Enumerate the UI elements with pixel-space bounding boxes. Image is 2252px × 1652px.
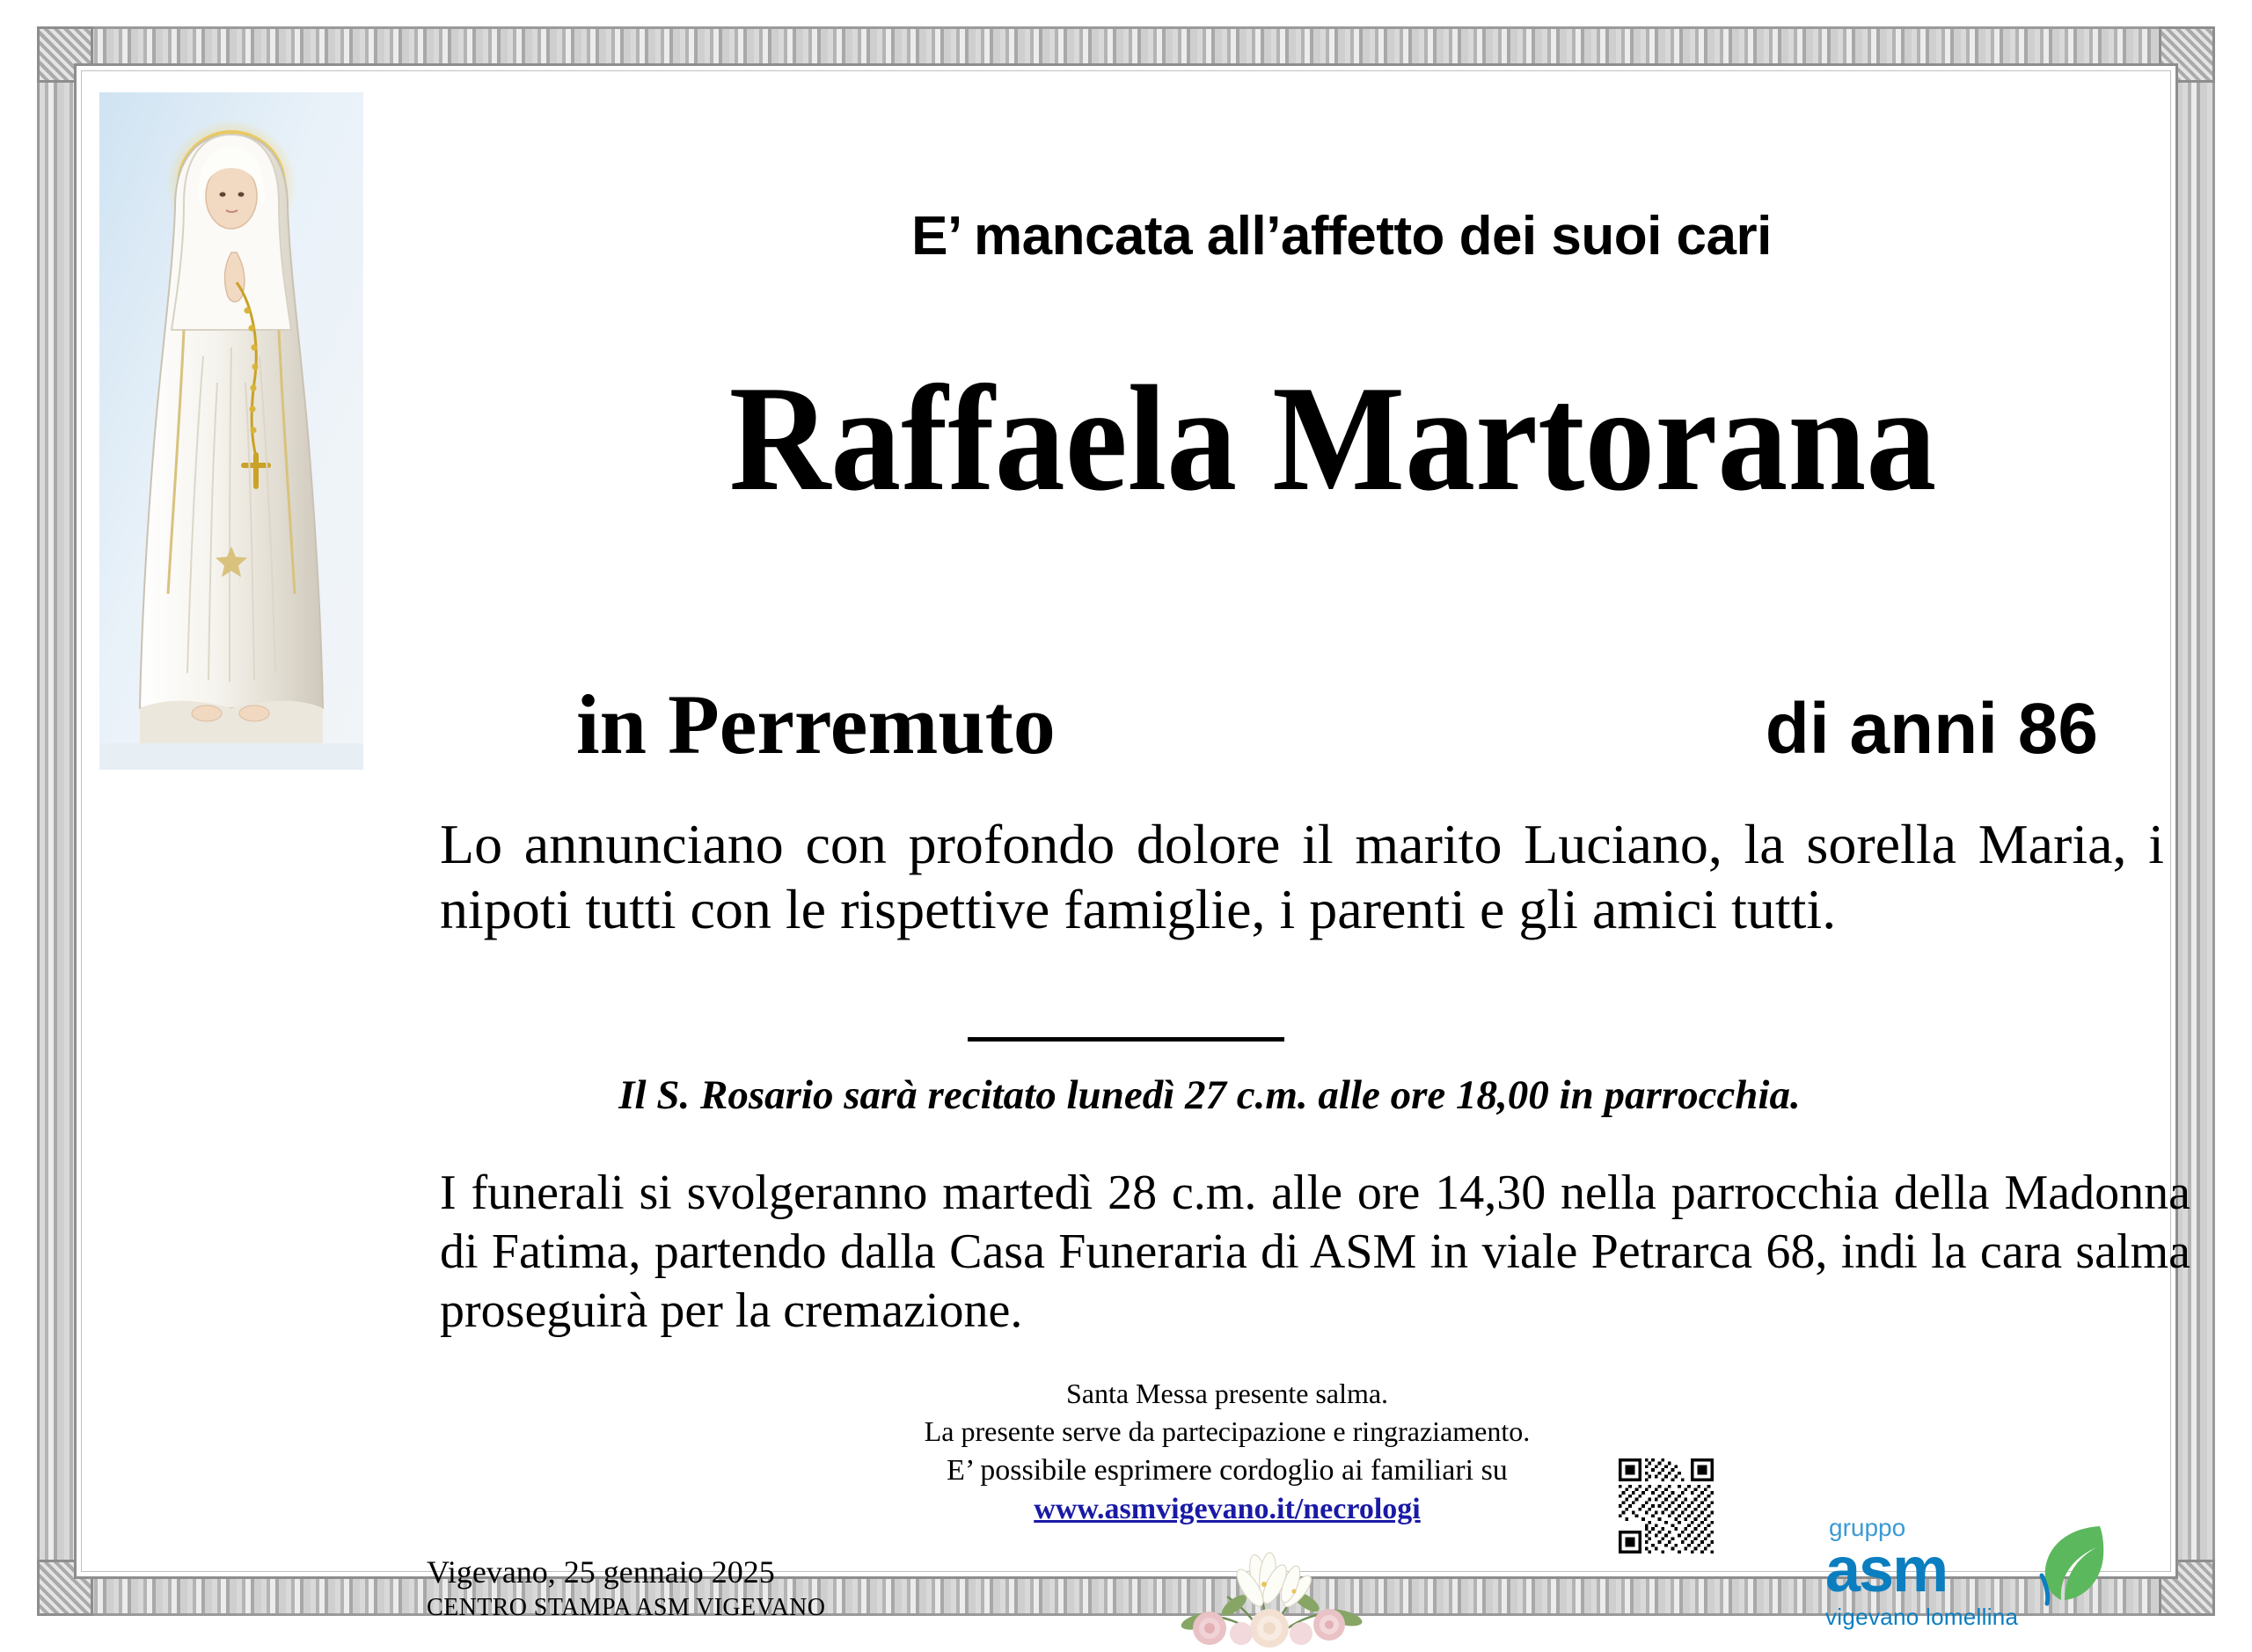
press-credit: CENTRO STAMPA ASM VIGEVANO <box>427 1594 826 1621</box>
age-text: di anni 86 <box>1765 689 2098 769</box>
section-divider <box>968 1037 1284 1042</box>
condolences-intro: E’ possibile esprimere cordoglio ai familiari su <box>947 1454 1508 1487</box>
married-name: in Perremuto <box>576 677 1056 771</box>
logo-region-text: vigevano lomellina <box>1825 1604 2019 1631</box>
qr-code[interactable] <box>1619 1458 1714 1553</box>
service-notes <box>611 1375 1843 1451</box>
city-date: Vigevano, 25 gennaio 2025 <box>427 1554 775 1590</box>
condolences-link[interactable]: www.asmvigevano.it/necrologi <box>1034 1493 1421 1525</box>
notice-content <box>84 73 2190 1631</box>
footer-origin <box>427 1553 825 1623</box>
rosary-line: Il S. Rosario sarà recitato lunedì 27 c.m. alle ore 18,00 in parrocchia. <box>618 1072 1801 1118</box>
family-announcement-paragraph: Lo annunciano con profondo dolore il marito Luciano, la sorella Maria, i nipoti tutti con le rispettive famiglie, i parenti e gli amici tutti. <box>440 813 2164 941</box>
name-age-row <box>576 676 2177 773</box>
announcement-line: E’ mancata all’affetto dei suoi cari <box>911 206 1772 267</box>
participation-note: La presente serve da partecipazione e ringraziamento. <box>924 1415 1531 1448</box>
logo-asm-text: asm <box>1825 1535 1948 1605</box>
madonna-of-fatima-image <box>99 92 363 770</box>
asm-logo <box>1825 1516 2116 1648</box>
mass-note: Santa Messa presente salma. <box>1065 1378 1389 1409</box>
deceased-name: Raffaela Martorana <box>728 355 1937 523</box>
flower-bouquet <box>1086 1516 1456 1648</box>
logo-gruppo-text: gruppo <box>1829 1514 1906 1541</box>
leaf-icon <box>2035 1521 2110 1605</box>
funeral-details-paragraph: I funerali si svolgeranno martedì 28 c.m. alle ore 14,30 nella parrocchia della Madonna di Fatima, partendo dalla Casa Funeraria di ASM in viale Petrarca 68, indi la cara salma proseguirà per la cremazione. <box>440 1166 2190 1339</box>
